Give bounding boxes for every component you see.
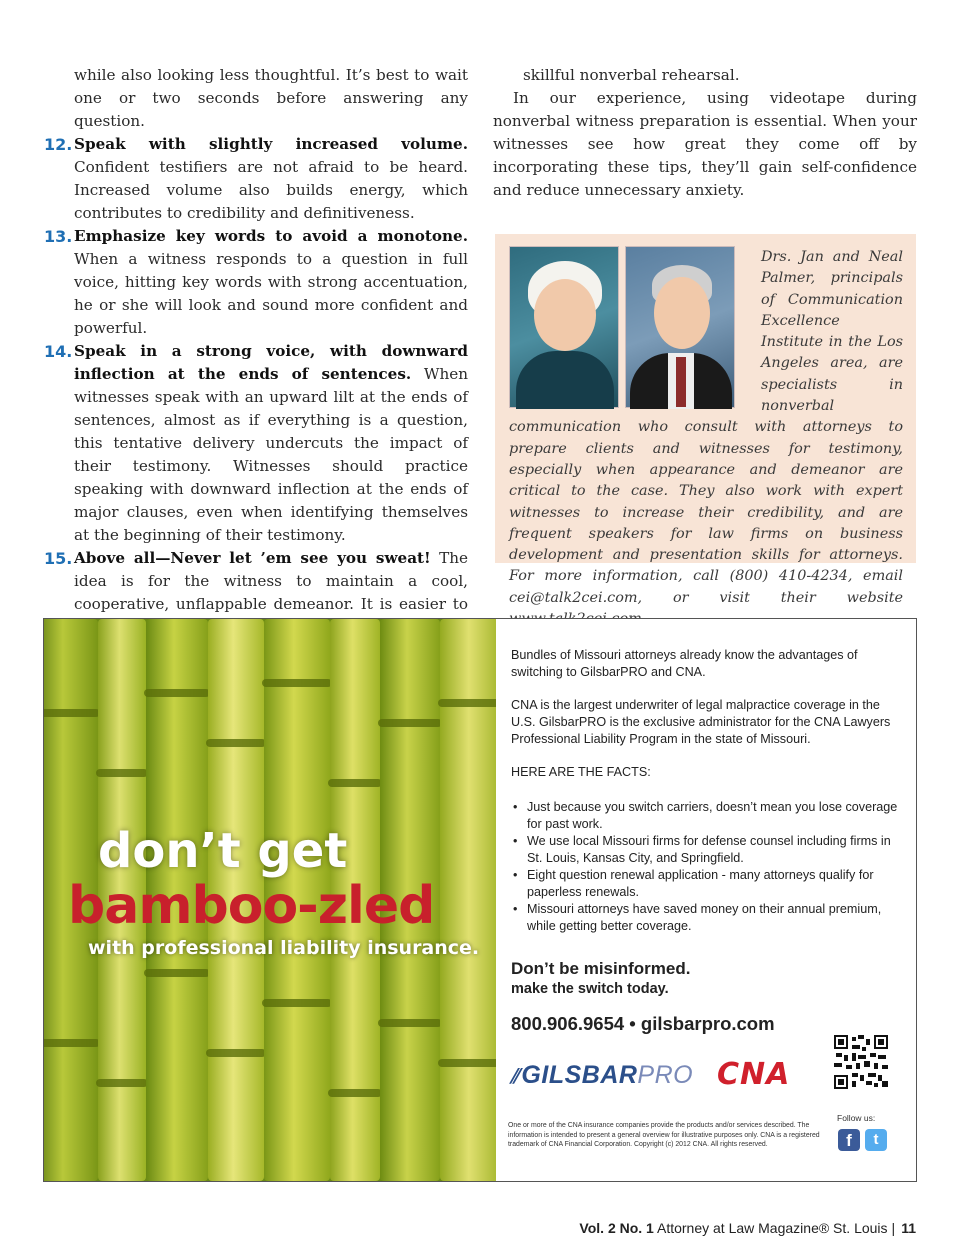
ad-intro: Bundles of Missouri attorneys already know the advantages of switching to GilsbarPRO and CNA. <box>511 648 858 679</box>
tip-body: The idea is for the witness to maintain a cool, cooperative, unflappable demeanor. It is easier to <box>74 549 468 613</box>
page-number: 11 <box>901 1220 916 1236</box>
tip-body: Confident testifiers are not afraid to be heard. Increased volume also builds energy, which contributes to credibility and definitiveness. <box>74 158 468 222</box>
twitter-icon[interactable]: t <box>865 1129 887 1151</box>
ad-cna-paragraph: CNA is the largest underwriter of legal malpractice coverage in the U.S. GilsbarPRO is the exclusive administrator for the CNA Lawyers Professional Liability Program in the state of Missouri. <box>511 698 891 746</box>
gilsbarpro-logo: ⫽GILSBARPRO <box>510 1061 694 1089</box>
footer-magazine: Attorney at Law Magazine® St. Louis <box>656 1220 888 1236</box>
ad-copy <box>511 647 901 935</box>
tip-heading: Emphasize key words to avoid a monotone. <box>74 227 468 245</box>
tip-number: 14. <box>44 342 73 361</box>
headline-line-1: don’t get <box>98 823 348 879</box>
gilsbarpro-advertisement <box>43 618 917 1182</box>
tip-item-12 <box>40 133 468 225</box>
footer-volume: Vol. 2 No. 1 <box>579 1220 654 1236</box>
ad-headline <box>68 825 498 961</box>
fact-item: • Eight question renewal application - many attorneys qualify for paperless renewals. <box>511 867 901 901</box>
follow-us-label: Follow us: <box>837 1113 876 1123</box>
article-right-column <box>493 64 917 202</box>
tip-heading: Speak in a strong voice, with downward inflection at the ends of sentences. <box>74 342 468 383</box>
tip-number: 12. <box>44 135 73 154</box>
qr-code-icon <box>834 1035 888 1089</box>
ad-misinformed-heading: Don’t be misinformed. <box>511 959 691 978</box>
tip-body: When a witness responds to a question in full voice, hitting key words with strong accentuation, he or she will look and sound more confident and powerful. <box>74 250 468 337</box>
author-bio-box <box>495 234 916 606</box>
tip-item-14 <box>40 340 468 547</box>
tip-heading: Above all—Never let ’em see you sweat! <box>74 549 431 567</box>
tip-heading: Speak with slightly increased volume. <box>74 135 468 153</box>
ad-disclaimer: One or more of the CNA insurance companies provide the products and/or services described. The information is intended to present a general overview for illustrative purposes only. CNA is a registered trademark of CNA Financial Corporation. Copyright (c) 2012 CNA. All rights reserved. <box>508 1122 820 1148</box>
facebook-icon[interactable]: f <box>838 1129 860 1151</box>
tip-number: 15. <box>44 549 73 568</box>
headline-line-3: with professional liability insurance. <box>88 937 480 959</box>
page-footer: Vol. 2 No. 1 Attorney at Law Magazine® St. Louis | 11 <box>579 1220 916 1236</box>
tip-number: 13. <box>44 227 73 246</box>
author-bio-text: Drs. Jan and Neal Palmer, principals of Communication Excellence Institute in the Los Angeles area, are specialists in nonverbal communication who consult with attorneys to prepare clients and witnesses for testimony, especially when appearance and demeanor are critical to the case. They also work with expert witnesses to increase their credibility, and are frequent speakers for law firms on business development and presentation skills for attorneys. For more information, call (800) 410-4234, email cei@talk2cei.com, or visit their website <box>509 249 903 606</box>
tip-body: When witnesses speak with an upward lilt at the ends of sentences, almost as if everything is a question, this tentative delivery undercuts the impact of their testimony. Witnesses should practice speaking with downward inflection at the ends of major clauses, even when identifying themselves at the beginning of their testimony. <box>74 365 468 544</box>
gilsbar-mark-icon: ⫽ <box>510 1066 520 1088</box>
headline-line-2: bamboo-zled <box>68 876 435 936</box>
ad-switch-text: make the switch today. <box>511 981 669 997</box>
article-closing-paragraph: In our experience, using videotape during nonverbal witness preparation is essential. When your witnesses see how great they come off by incorporating these tips, they’ll gain self-confidence and reduce unnecessary anxiety. <box>493 89 917 199</box>
ad-phone-website: 800.906.9654 • gilsbarpro.com <box>511 1013 775 1034</box>
author-photo-neal <box>625 246 735 408</box>
cna-logo: CNA <box>717 1057 791 1092</box>
fact-item: • We use local Missouri firms for defense counsel including firms in St. Louis, Kansas City, and Springfield. <box>511 833 901 867</box>
facts-list <box>511 799 901 935</box>
author-photo-jan <box>509 246 619 408</box>
fact-item: • Missouri attorneys have saved money on their annual premium, while getting better coverage. <box>511 901 901 935</box>
article-continued-text: skillful nonverbal rehearsal. <box>523 66 740 84</box>
facts-title: HERE ARE THE FACTS: <box>511 765 651 779</box>
fact-item: • Just because you switch carriers, doesn’t mean you lose coverage for past work. <box>511 799 901 833</box>
article-intro-text: while also looking less thoughtful. It’s best to wait one or two seconds before answering any question. <box>74 66 468 130</box>
tip-item-13 <box>40 225 468 340</box>
